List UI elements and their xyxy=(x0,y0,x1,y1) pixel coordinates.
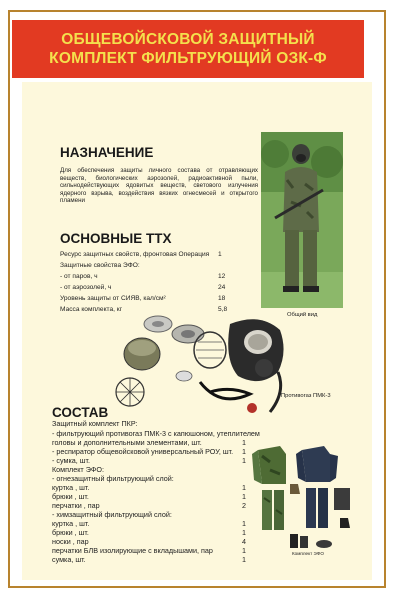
composition-row-label: Защитный комплект ПКР: xyxy=(52,419,138,428)
composition-heading: СОСТАВ xyxy=(52,405,109,420)
composition-row-label: носки , пар xyxy=(52,537,89,546)
composition-row-label: - фильтрующий противогаз ПМК-3 с капюшоном, утеплителем xyxy=(52,429,260,438)
composition-row-value: 1 xyxy=(242,546,246,555)
composition-row-label: - сумка, шт. xyxy=(52,456,90,465)
spec-row-value: 24 xyxy=(218,284,226,291)
efo-kit-caption: Комплект ЭФО xyxy=(292,551,324,556)
efo-kit-image xyxy=(250,444,356,556)
spec-row-label: Масса комплекта, кг xyxy=(60,306,123,313)
composition-row-label: брюки , шт. xyxy=(52,492,89,501)
composition-row-value: 1 xyxy=(242,519,246,528)
gasmask-image xyxy=(110,312,290,422)
composition-row-label: куртка , шт. xyxy=(52,519,90,528)
composition-row-label: Комплект ЭФО: xyxy=(52,465,104,474)
soldier-photo xyxy=(261,132,343,308)
composition-row-value: 1 xyxy=(242,528,246,537)
spec-row-label: Защитные свойства ЭФО: xyxy=(60,262,140,269)
composition-row-label: - огнезащитный фильтрующий слой: xyxy=(52,474,174,483)
composition-row-label: перчатки , пар xyxy=(52,501,100,510)
title-banner xyxy=(12,20,364,78)
composition-row-value: 2 xyxy=(242,501,246,510)
composition-row-label: куртка , шт. xyxy=(52,483,90,492)
specs-heading: ОСНОВНЫЕ ТТХ xyxy=(60,231,172,246)
purpose-text: Для обеспечения защиты личного состава от отравляющих веществ, биологических аэрозолей, радиоактивной пыли, сильнодействующих ядовитых веществ, светового излучения ядерного взрыва, воздействия вязких огнесмесей и открытого пламени xyxy=(60,167,258,205)
spec-row-label: Уровень защиты от СИЯВ, кал/см² xyxy=(60,295,166,302)
composition-row-label: перчатки БЛВ изолирующие с вкладышами, пар xyxy=(52,546,213,555)
composition-row-value: 1 xyxy=(242,483,246,492)
spec-row-value: 5,8 xyxy=(218,306,228,313)
composition-row-value: 4 xyxy=(242,537,246,546)
spec-row-value: 18 xyxy=(218,295,226,302)
spec-row-label: Ресурс защитных свойств, фронтовая Операция xyxy=(60,251,210,258)
gasmask-caption: Противогаз ПМК-3 xyxy=(281,393,331,399)
composition-row-value: 1 xyxy=(242,438,246,447)
composition-row-label: сумка, шт. xyxy=(52,555,86,564)
composition-row-value: 1 xyxy=(242,447,246,456)
composition-row-value: 1 xyxy=(242,555,246,564)
soldier-photo-caption: Общий вид xyxy=(287,312,318,318)
composition-row-label: головы и дополнительными элементами, шт. xyxy=(52,438,202,447)
spec-row-value: 12 xyxy=(218,273,226,280)
composition-row-label: - респиратор общевойсковой универсальный РОУ, шт. xyxy=(52,447,234,456)
composition-row-label: брюки , шт. xyxy=(52,528,89,537)
spec-row-label: - от паров, ч xyxy=(60,273,98,280)
spec-row-label: - от аэрозолей, ч xyxy=(60,284,112,291)
title-line-2: КОМПЛЕКТ ФИЛЬТРУЮЩИЙ ОЗК-Ф xyxy=(49,50,327,67)
spec-row-value: 1 xyxy=(218,251,222,258)
composition-row-label: - химзащитный фильтрующий слой: xyxy=(52,510,172,519)
composition-row-value: 1 xyxy=(242,492,246,501)
purpose-heading: НАЗНАЧЕНИЕ xyxy=(60,145,154,160)
composition-row-value: 1 xyxy=(242,456,246,465)
title-line-1: ОБЩЕВОЙСКОВОЙ ЗАЩИТНЫЙ xyxy=(61,31,315,48)
